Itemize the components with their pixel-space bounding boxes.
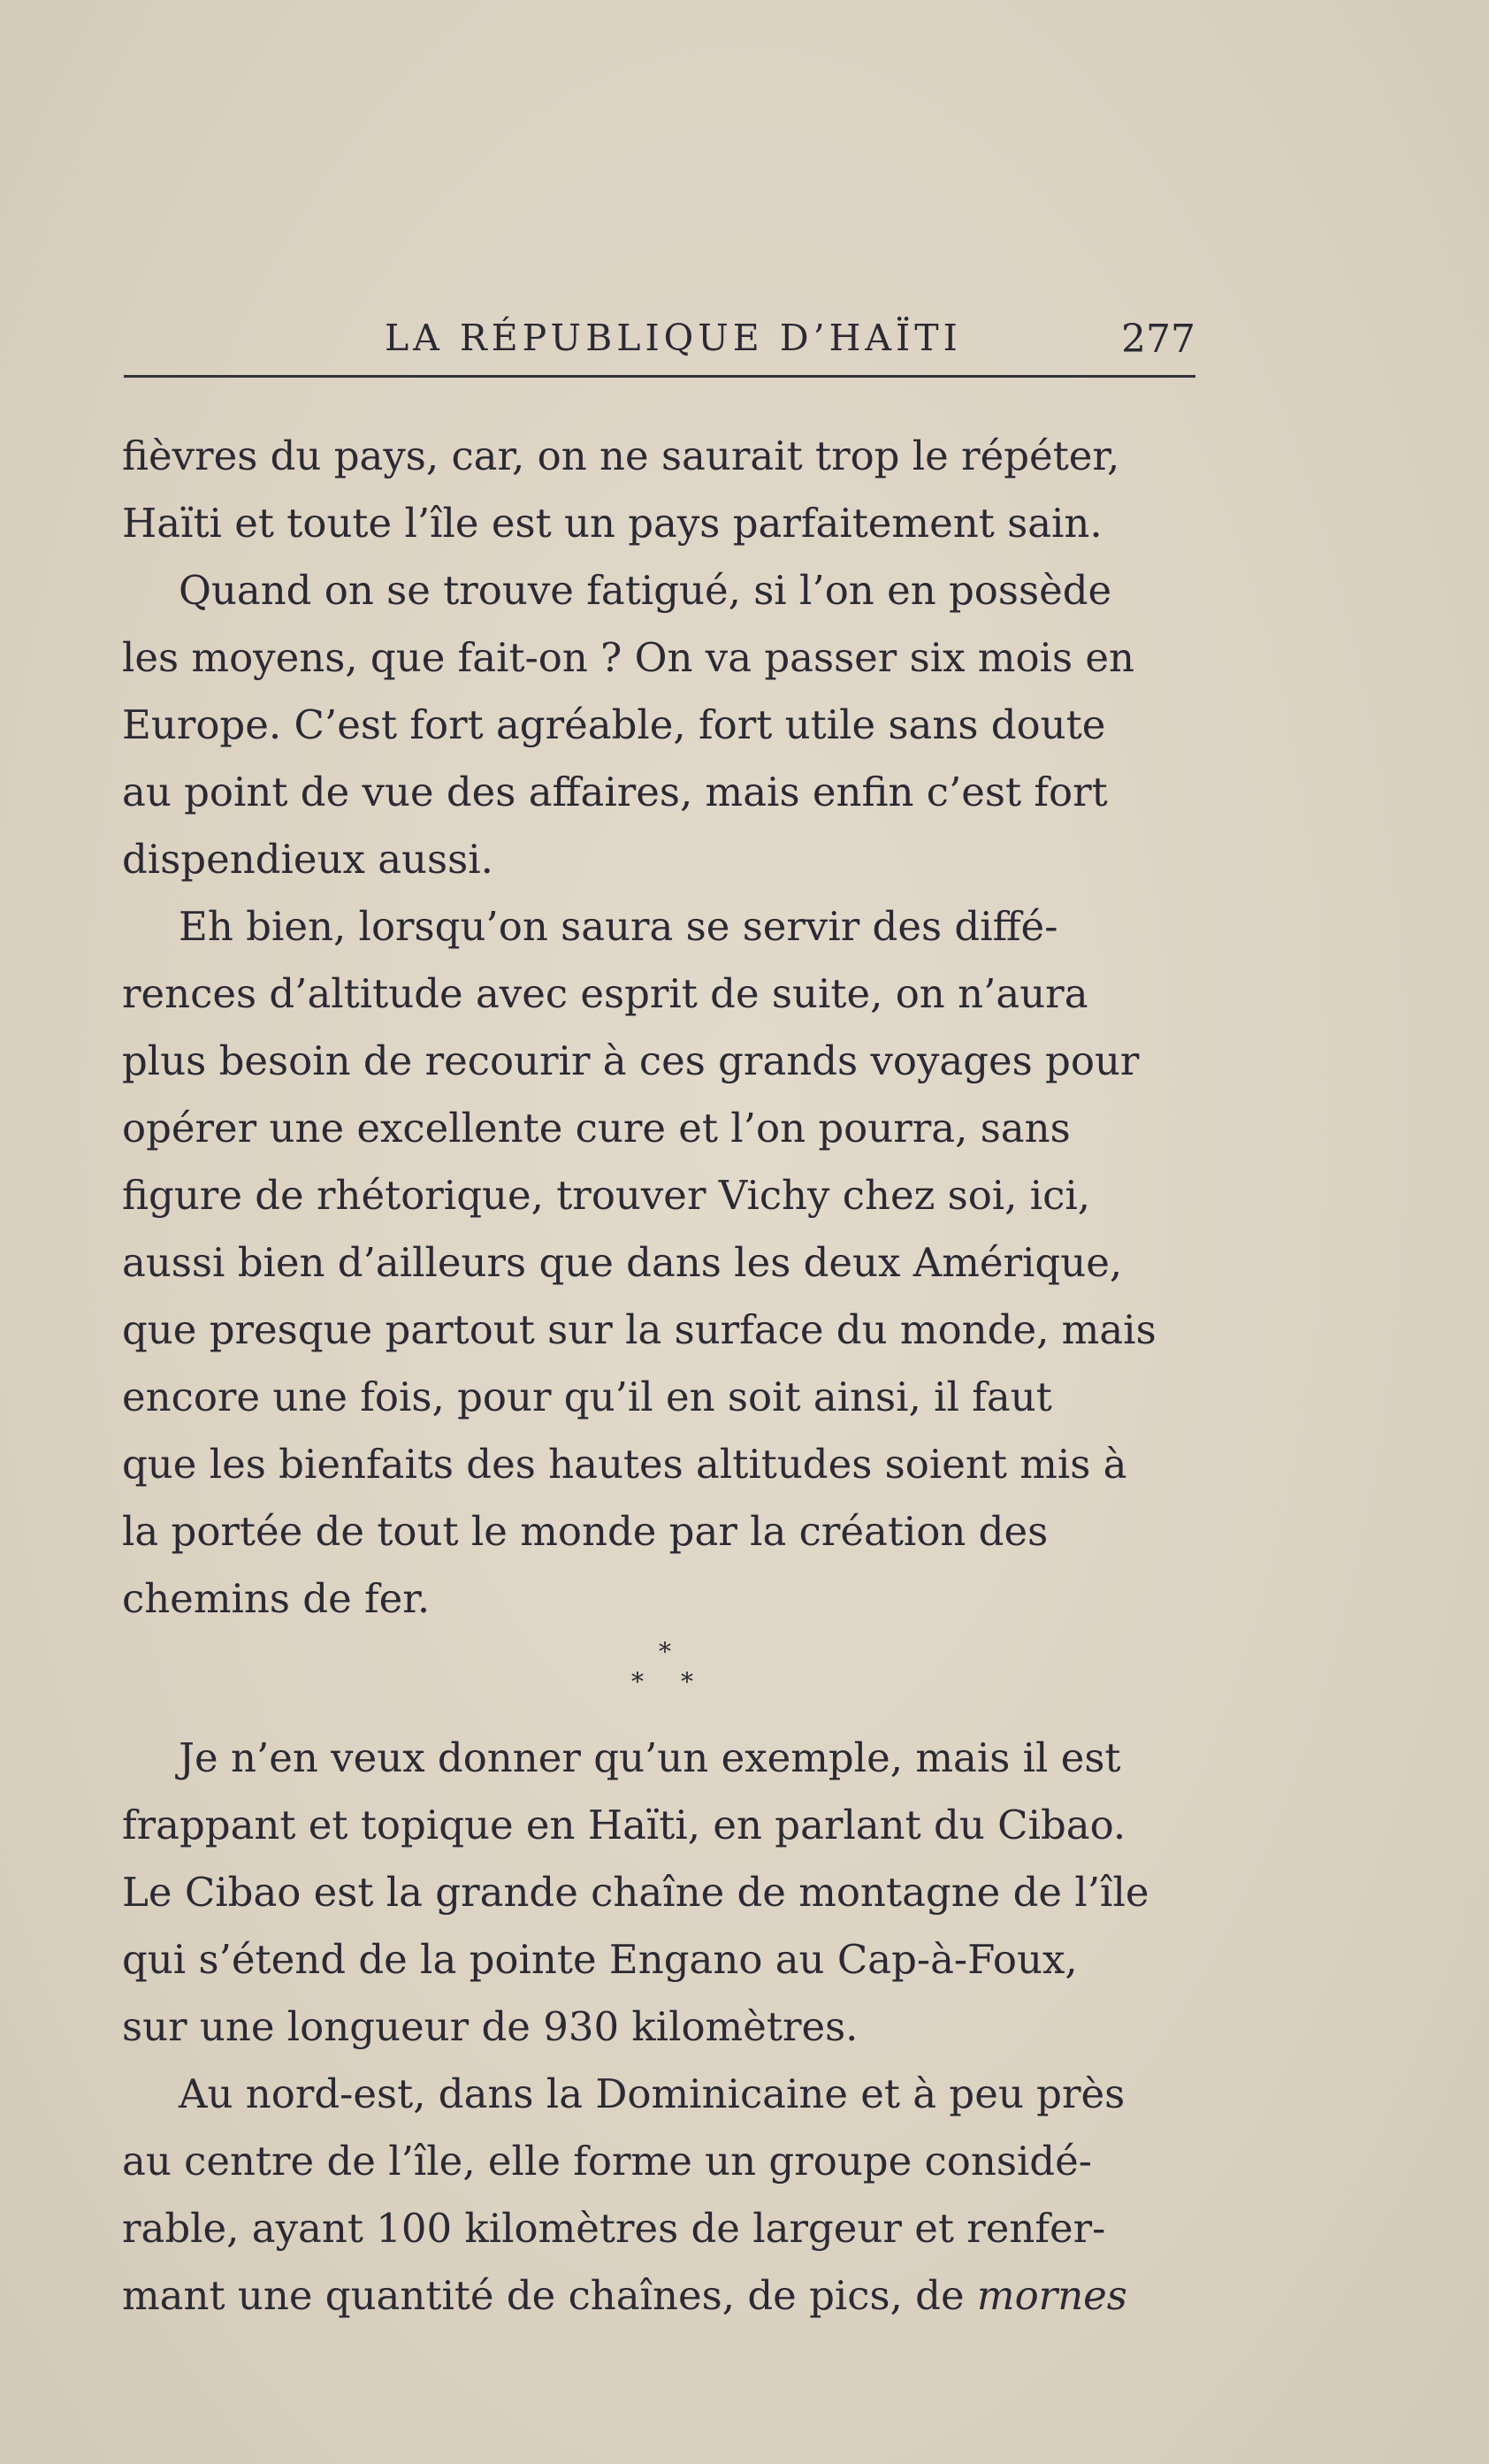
text-line: la portée de tout le monde par la création des [122, 1508, 1049, 1555]
text-line: fièvres du pays, car, on ne saurait trop le répéter, [122, 432, 1120, 479]
text-line: dispendieux aussi. [122, 836, 493, 883]
text-line: Au nord-est, dans la Dominicaine et à peu près [179, 2070, 1126, 2117]
text-line: les moyens, que fait-on ? On va passer six mois en [122, 634, 1134, 681]
text-line: que presque partout sur la surface du monde, mais [122, 1306, 1157, 1353]
text-line: que les bienfaits des hautes altitudes soient mis à [122, 1441, 1127, 1488]
text-line: chemins de fer. [122, 1575, 431, 1622]
asterism-star: * [681, 1667, 693, 1696]
text-line [122, 2262, 1211, 2330]
text-line: Le Cibao est la grande chaîne de montagne de l’île [122, 1869, 1149, 1916]
text-line: rences d’altitude avec esprit de suite, on n’aura [122, 970, 1088, 1017]
text-line: plus besoin de recourir à ces grands voyages pour [122, 1037, 1140, 1084]
text-line: Haïti et toute l’île est un pays parfaitement sain. [122, 500, 1103, 547]
asterism-star: * [659, 1637, 671, 1666]
text-line: rable, ayant 100 kilomètres de largeur et renfer- [122, 2205, 1106, 2252]
text-line: qui s’étend de la pointe Engano au Cap-à-Foux, [122, 1936, 1078, 1983]
running-title: LA RÉPUBLIQUE D’HAÏTI [385, 317, 962, 359]
text-line: aussi bien d’ailleurs que dans les deux Amérique, [122, 1239, 1123, 1286]
text-line: frappant et topique en Haïti, en parlant du Cibao. [122, 1802, 1126, 1848]
text-line: opérer une excellente cure et l’on pourra, sans [122, 1105, 1071, 1152]
text-line: Quand on se trouve fatigué, si l’on en possède [179, 567, 1112, 614]
text-line: Europe. C’est fort agréable, fort utile sans doute [122, 701, 1106, 748]
italic-word: mornes [976, 2272, 1127, 2319]
text-line: au centre de l’île, elle forme un groupe considé- [122, 2138, 1092, 2185]
asterism-star: * [631, 1667, 644, 1696]
body-text [122, 423, 1211, 2330]
text-line: Je n’en veux donner qu’un exemple, mais il est [179, 1734, 1121, 1781]
text-line: au point de vue des affaires, mais enfin c’est fort [122, 769, 1108, 815]
section-break-asterism [122, 1633, 1211, 1725]
text-line: encore une fois, pour qu’il en soit ainsi, il faut [122, 1374, 1052, 1420]
page-header [124, 317, 1195, 373]
text-line-content: mant une quantité de chaînes, de pics, de [122, 2272, 965, 2319]
header-rule [124, 375, 1195, 378]
text-line: sur une longueur de 930 kilomètres. [122, 2003, 859, 2050]
page-number: 277 [1121, 317, 1195, 362]
text-line: figure de rhétorique, trouver Vichy chez soi, ici, [122, 1172, 1091, 1219]
text-line: Eh bien, lorsqu’on saura se servir des diffé- [179, 903, 1058, 950]
